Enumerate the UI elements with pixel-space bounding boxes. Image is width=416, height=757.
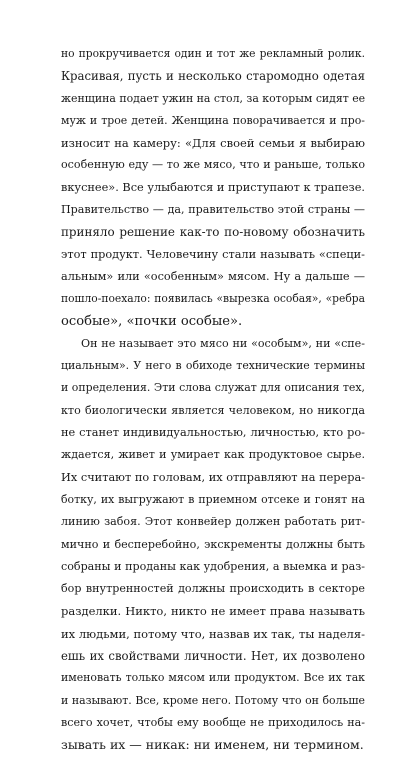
- text-line: вкуснее». Все улыбаются и приступают к трапезе.: [61, 180, 365, 194]
- text-line: Он не называет это мясо ни «особым», ни «спе-: [81, 336, 365, 350]
- text-line: ешь их свойствами личности. Нет, их дозволено: [61, 649, 365, 664]
- text-line: и называют. Все, кроме него. Потому что он больше: [61, 693, 365, 707]
- text-line: особые», «почки особые».: [61, 313, 243, 329]
- text-line: особенную еду — то же мясо, что и раньше, только: [61, 158, 365, 172]
- text-line: Их считают по головам, их отправляют на перера-: [61, 470, 365, 484]
- text-line: всего хочет, чтобы ему вообще не приходилось на-: [61, 715, 365, 729]
- text-line: пошло-поехало: появилась «вырезка особая», «ребра: [61, 292, 365, 306]
- text-line: не станет индивидуальностью, личностью, кто ро-: [61, 426, 365, 440]
- text-line: муж и трое детей. Женщина поворачивается и про-: [61, 113, 365, 127]
- text-line: ботку, их выгружают в приемном отсеке и гонят на: [61, 492, 365, 506]
- text-line: собраны и проданы как удобрения, а выемка и раз-: [61, 559, 365, 573]
- text-line: мично и бесперебойно, экскременты должны быть: [61, 537, 365, 551]
- text-line: линию забоя. Этот конвейер должен работать рит-: [61, 515, 365, 529]
- text-line: зывать их — никак: ни именем, ни термином.: [61, 737, 364, 753]
- text-line: ждается, живет и умирает как продуктовое сырье.: [61, 448, 365, 462]
- text-line: женщина подает ужин на стол, за которым сидят ее: [61, 91, 366, 105]
- text-line: циальным». У него в обиходе технические термины: [61, 359, 365, 373]
- text-line: именовать только мясом или продуктом. Все их так: [61, 671, 365, 685]
- text-line: этот продукт. Человечину стали называть «специ-: [61, 247, 365, 261]
- text-line: их людьми, потому что, назвав их так, ты наделя-: [61, 626, 365, 641]
- text-line: Красивая, пусть и несколько старомодно одетая: [61, 69, 365, 84]
- text-line: износит на камеру: «Для своей семьи я выбираю: [61, 136, 365, 151]
- text-line: приняло решение как-то по-новому обозначить: [61, 225, 365, 240]
- text-line: и определения. Эти слова служат для описания тех,: [61, 381, 365, 395]
- book-page-text: [61, 43, 365, 757]
- text-line: разделки. Никто, никто не имеет права называть: [61, 604, 365, 619]
- text-line: Правительство — да, правительство этой страны —: [61, 203, 365, 217]
- text-line: альным» или «особенным» мясом. Ну а дальше —: [61, 269, 365, 283]
- text-line: но прокручивается один и тот же рекламный ролик.: [61, 47, 365, 60]
- text-line: кто биологически является человеком, но никогда: [61, 403, 365, 417]
- text-line: бор внутренностей должны происходить в секторе: [61, 582, 365, 596]
